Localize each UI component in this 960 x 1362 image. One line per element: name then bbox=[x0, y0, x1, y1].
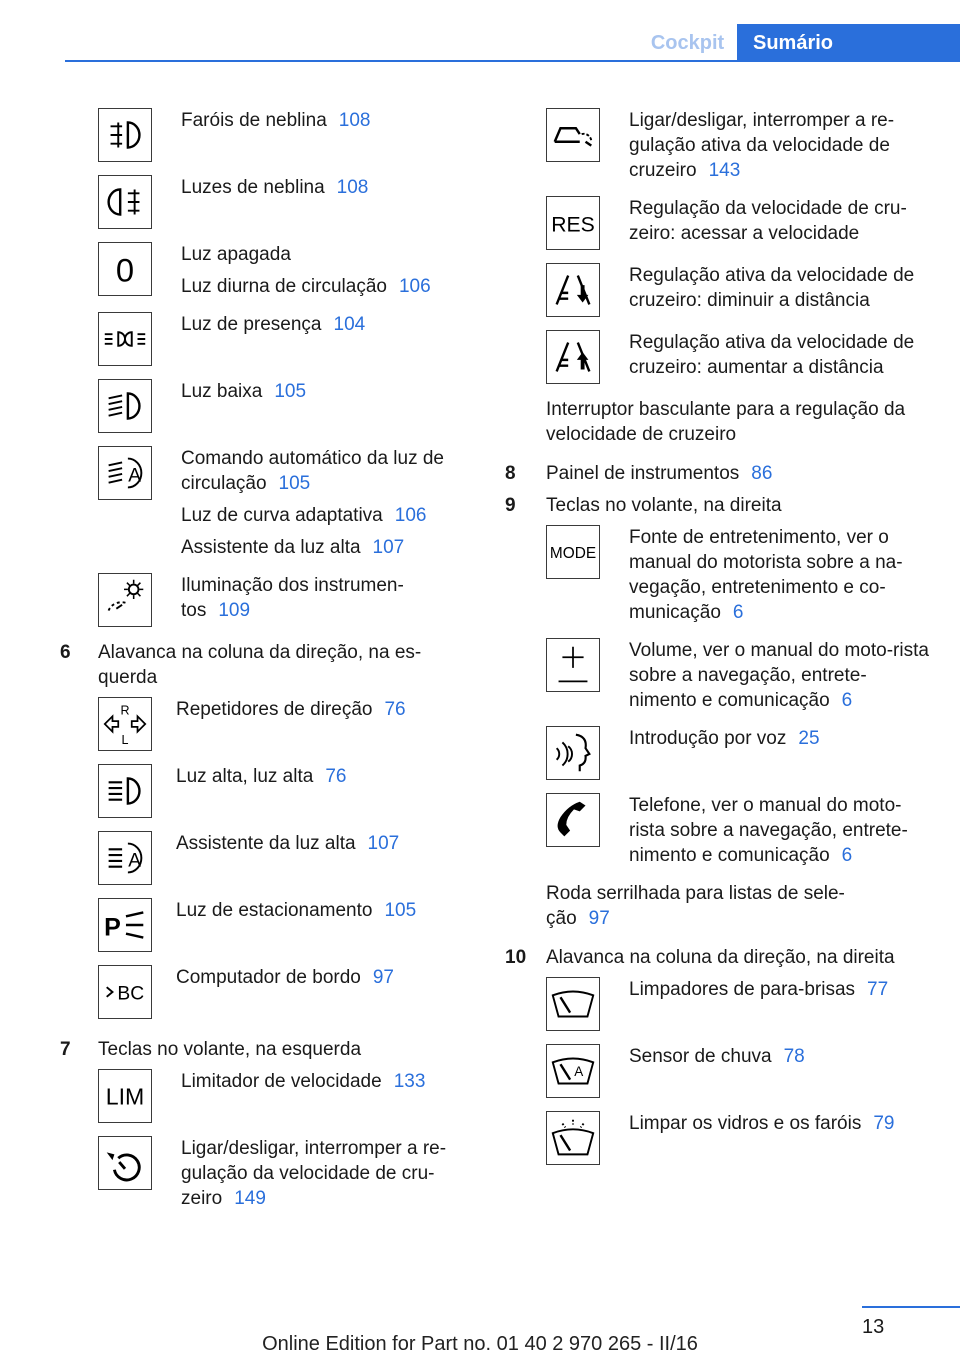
list-item bbox=[60, 108, 480, 162]
item-label: Regulação da velocidade de cru-zeiro: acessar a velocidade bbox=[629, 198, 907, 244]
section-10 bbox=[505, 945, 945, 970]
list-item bbox=[505, 108, 945, 183]
page-ref-link[interactable]: 86 bbox=[751, 463, 773, 484]
list-item bbox=[60, 379, 480, 433]
page-ref-link[interactable]: 109 bbox=[218, 600, 251, 621]
onboard-computer-icon bbox=[98, 965, 152, 1019]
svg-text:A: A bbox=[574, 1063, 584, 1079]
speed-limiter-icon bbox=[98, 1069, 152, 1123]
item-label: Volume, ver o manual do moto-rista sobre a navegação, entrete-nimento e comunicação bbox=[629, 640, 929, 711]
page-ref-link[interactable]: 105 bbox=[384, 900, 417, 921]
list-item bbox=[60, 1136, 480, 1211]
left-column bbox=[60, 108, 480, 1224]
list-item bbox=[505, 263, 945, 317]
high-beam-icon bbox=[98, 764, 152, 818]
list-item bbox=[60, 831, 480, 885]
list-item bbox=[505, 726, 945, 780]
page-ref-link[interactable]: 149 bbox=[234, 1188, 266, 1209]
item-label: Iluminação dos instrumen-tos bbox=[181, 575, 404, 621]
list-item bbox=[505, 1044, 945, 1098]
section-6 bbox=[60, 640, 480, 690]
page-ref-link[interactable]: 105 bbox=[274, 381, 307, 402]
page-ref-link[interactable]: 76 bbox=[325, 766, 347, 787]
page-ref-link[interactable]: 108 bbox=[336, 177, 369, 198]
section-title: Teclas no volante, na direita bbox=[546, 495, 782, 516]
page-ref-link[interactable]: 108 bbox=[338, 110, 371, 131]
item-label: Luz alta, luz alta bbox=[176, 766, 314, 787]
item-label: Luzes de neblina bbox=[181, 177, 325, 198]
page-ref-link[interactable]: 106 bbox=[398, 276, 431, 297]
list-item bbox=[60, 312, 480, 366]
list-item bbox=[60, 764, 480, 818]
item-label: Ligar/desligar, interromper a re-gulação da velocidade de cru-zeiro bbox=[181, 1138, 447, 1209]
page-number: 13 bbox=[862, 1316, 885, 1338]
resume-icon bbox=[546, 196, 600, 250]
svg-text:MODE: MODE bbox=[549, 544, 597, 562]
item-label: Ligar/desligar, interromper a re-gulação ativa da velocidade de cruzeiro bbox=[629, 110, 895, 181]
section-title: Teclas no volante, na esquerda bbox=[98, 1039, 362, 1060]
list-item bbox=[60, 898, 480, 952]
section-number: 7 bbox=[60, 1039, 71, 1060]
parking-lamp-icon bbox=[98, 898, 152, 952]
item-label: Limpar os vidros e os faróis bbox=[629, 1113, 862, 1134]
item-label: Fonte de entretenimento, ver o manual do motorista sobre a na-vegação, entretenimento e co-municação bbox=[629, 527, 903, 623]
svg-text:A: A bbox=[128, 465, 142, 487]
item-label: Sensor de chuva bbox=[629, 1046, 772, 1067]
item-label: Limitador de velocidade bbox=[181, 1071, 382, 1092]
list-item bbox=[505, 638, 945, 713]
page-ref-link[interactable]: 77 bbox=[867, 979, 889, 1000]
instrument-lighting-icon bbox=[98, 573, 152, 627]
tab-sumario[interactable]: Sumário bbox=[737, 24, 960, 62]
light-off-icon bbox=[98, 242, 152, 296]
washer-icon bbox=[546, 1111, 600, 1165]
item-label: Luz baixa bbox=[181, 381, 263, 402]
svg-text:A: A bbox=[128, 850, 142, 872]
footer-rule bbox=[862, 1306, 960, 1308]
rear-fog-light-icon bbox=[98, 175, 152, 229]
list-item bbox=[505, 977, 945, 1031]
item-label: Regulação ativa da velocidade de cruzeiro: aumentar a distância bbox=[629, 332, 915, 378]
section-number: 6 bbox=[60, 642, 71, 663]
svg-text:RES: RES bbox=[551, 213, 595, 237]
distance-increase-icon bbox=[546, 330, 600, 384]
section-number: 9 bbox=[505, 495, 516, 516]
svg-text:0: 0 bbox=[115, 251, 135, 289]
item-label: Luz de curva adaptativa bbox=[181, 505, 383, 526]
rocker-switch-text: Interruptor basculante para a regulação da velocidade de cruzeiro bbox=[546, 399, 906, 445]
high-beam-assist-icon bbox=[98, 831, 152, 885]
page-ref-link[interactable]: 143 bbox=[708, 160, 741, 181]
page-ref-link[interactable]: 97 bbox=[588, 908, 610, 929]
wiper-icon bbox=[546, 977, 600, 1031]
list-item bbox=[505, 1111, 945, 1165]
phone-icon bbox=[546, 793, 600, 847]
list-item bbox=[60, 446, 480, 560]
right-column bbox=[505, 108, 945, 1178]
voice-input-icon bbox=[546, 726, 600, 780]
list-item bbox=[60, 697, 480, 751]
page-ref-link[interactable]: 6 bbox=[841, 845, 853, 866]
item-label: Telefone, ver o manual do moto-rista sobre a navegação, entrete-nimento e comunicação bbox=[629, 795, 908, 866]
section-title: Alavanca na coluna da direção, na direita bbox=[546, 947, 895, 968]
item-label: Computador de bordo bbox=[176, 967, 361, 988]
section-9 bbox=[505, 493, 945, 518]
tab-cockpit[interactable]: Cockpit bbox=[650, 32, 725, 54]
low-beam-icon bbox=[98, 379, 152, 433]
turn-signal-icon bbox=[98, 697, 152, 751]
page-ref-link[interactable]: 76 bbox=[384, 699, 406, 720]
list-item bbox=[60, 1069, 480, 1123]
item-label: Luz diurna de circulação bbox=[181, 276, 387, 297]
item-label: Limpadores de para-brisas bbox=[629, 979, 856, 1000]
item-label: Assistente da luz alta bbox=[181, 537, 361, 558]
mode-button-icon bbox=[546, 525, 600, 579]
list-item bbox=[505, 525, 945, 625]
page-ref-link[interactable]: 6 bbox=[841, 690, 853, 711]
page-ref-link[interactable]: 107 bbox=[367, 833, 400, 854]
cruise-control-icon bbox=[98, 1136, 152, 1190]
auto-light-icon bbox=[98, 446, 152, 500]
list-item bbox=[505, 196, 945, 250]
page-ref-link[interactable]: 105 bbox=[278, 473, 311, 494]
item-label: Luz apagada bbox=[181, 244, 291, 265]
svg-text:BC: BC bbox=[117, 983, 145, 1005]
page-ref-link[interactable]: 97 bbox=[372, 967, 394, 988]
list-item bbox=[505, 330, 945, 384]
item-label: Assistente da luz alta bbox=[176, 833, 356, 854]
list-item bbox=[60, 175, 480, 229]
page-ref-link[interactable]: 79 bbox=[873, 1113, 895, 1134]
svg-text:L: L bbox=[121, 733, 129, 748]
svg-text:R: R bbox=[120, 703, 130, 718]
item-label: Regulação ativa da velocidade de cruzeiro: diminuir a distância bbox=[629, 265, 915, 311]
volume-icon bbox=[546, 638, 600, 692]
item-label: Repetidores de direção bbox=[176, 699, 373, 720]
active-cruise-control-icon bbox=[546, 108, 600, 162]
page-ref-link[interactable]: 78 bbox=[783, 1046, 805, 1067]
item-label: Introdução por voz bbox=[629, 728, 787, 749]
distance-decrease-icon bbox=[546, 263, 600, 317]
parking-light-icon bbox=[98, 312, 152, 366]
item-label: Roda serrilhada para listas de sele-ção bbox=[546, 883, 845, 929]
page-ref-link[interactable]: 25 bbox=[798, 728, 820, 749]
item-label: Faróis de neblina bbox=[181, 110, 327, 131]
list-item bbox=[60, 242, 480, 299]
page-ref-link[interactable]: 104 bbox=[333, 314, 366, 335]
section-8 bbox=[505, 461, 945, 486]
list-item bbox=[60, 573, 480, 627]
footer-text: Online Edition for Part no. 01 40 2 970 265 - II/16 bbox=[262, 1333, 698, 1355]
section-7 bbox=[60, 1037, 480, 1062]
svg-text:P: P bbox=[104, 913, 121, 942]
item-label: Comando automático da luz de circulação bbox=[181, 448, 444, 494]
list-item bbox=[505, 793, 945, 868]
page-ref-link[interactable]: 133 bbox=[393, 1071, 426, 1092]
section-title: Painel de instrumentos bbox=[546, 463, 740, 484]
page-ref-link[interactable]: 6 bbox=[732, 602, 744, 623]
item-label: Luz de estacionamento bbox=[176, 900, 373, 921]
section-title: Alavanca na coluna da direção, na es-querda bbox=[98, 642, 422, 688]
rain-sensor-icon bbox=[546, 1044, 600, 1098]
front-fog-light-icon bbox=[98, 108, 152, 162]
page-ref-link[interactable]: 107 bbox=[372, 537, 405, 558]
svg-text:LIM: LIM bbox=[105, 1083, 145, 1110]
list-item bbox=[60, 965, 480, 1019]
page-ref-link[interactable]: 106 bbox=[394, 505, 427, 526]
thumbwheel-text bbox=[505, 881, 866, 931]
item-label: Luz de presença bbox=[181, 314, 322, 335]
section-number: 8 bbox=[505, 463, 516, 484]
section-number: 10 bbox=[505, 947, 527, 968]
